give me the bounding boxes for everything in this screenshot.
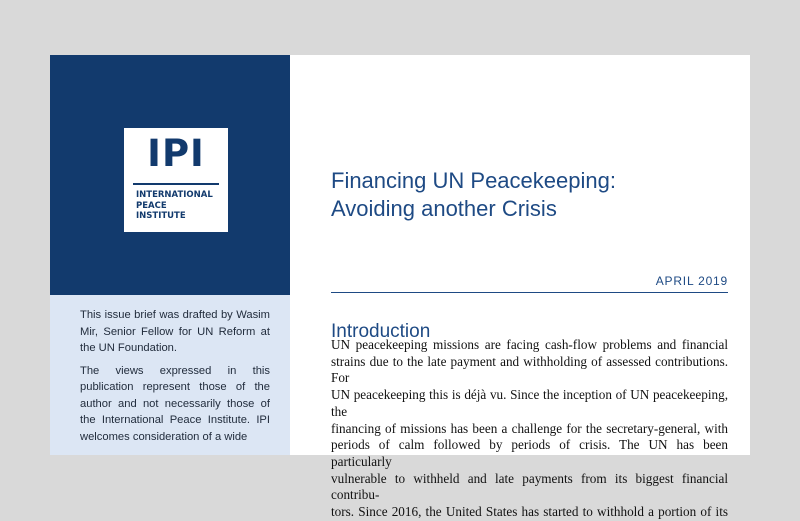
body-line: vulnerable to withheld and late payments from its biggest financial contribu- xyxy=(331,470,728,503)
logo-subtitle xyxy=(136,190,213,222)
sidebar-paragraph: This issue brief was drafted by Wasim Mir, Senior Fellow for UN Reform at the UN Foundation. xyxy=(80,309,270,354)
publication-date: APRIL 2019 xyxy=(655,274,728,288)
body-line: periods of calm followed by periods of crisis. The UN has been particularly xyxy=(331,437,728,469)
body-line: UN peacekeeping missions are facing cash-flow problems and financial xyxy=(331,337,728,352)
title-line: Financing UN Peacekeeping: xyxy=(331,167,616,193)
ipi-logo xyxy=(124,128,228,232)
title-line: Avoiding another Crisis xyxy=(331,195,557,221)
body-line: tors. Since 2016, the United States has started to withhold a portion of its xyxy=(331,504,728,520)
sidebar-paragraph: The views expressed in this publication represent those of the author and not necessarily those of the International Peace Institute. IPI welcomes consideration of a wide xyxy=(80,364,270,443)
body-line: strains due to the late payment and withholding of assessed contributions. For xyxy=(331,353,728,386)
document-page xyxy=(50,55,750,520)
logo-line: INSTITUTE xyxy=(136,211,186,221)
body-line: financing of missions has been a challenge for the secretary-general, with xyxy=(331,420,728,436)
logo-line: PEACE xyxy=(136,200,167,211)
logo-mark: IPI xyxy=(147,132,205,175)
sidebar-header-panel xyxy=(50,55,290,295)
header-divider xyxy=(331,292,728,293)
section-heading: Introduction xyxy=(331,320,431,342)
sidebar-note xyxy=(80,307,270,451)
logo-divider xyxy=(133,183,219,185)
logo-line: INTERNATIONAL xyxy=(136,190,213,200)
document-title xyxy=(331,167,616,223)
sidebar-note-panel xyxy=(50,295,290,455)
body-line: UN peacekeeping this is déjà vu. Since the inception of UN peacekeeping, the xyxy=(331,387,728,419)
body-paragraph xyxy=(331,337,728,521)
